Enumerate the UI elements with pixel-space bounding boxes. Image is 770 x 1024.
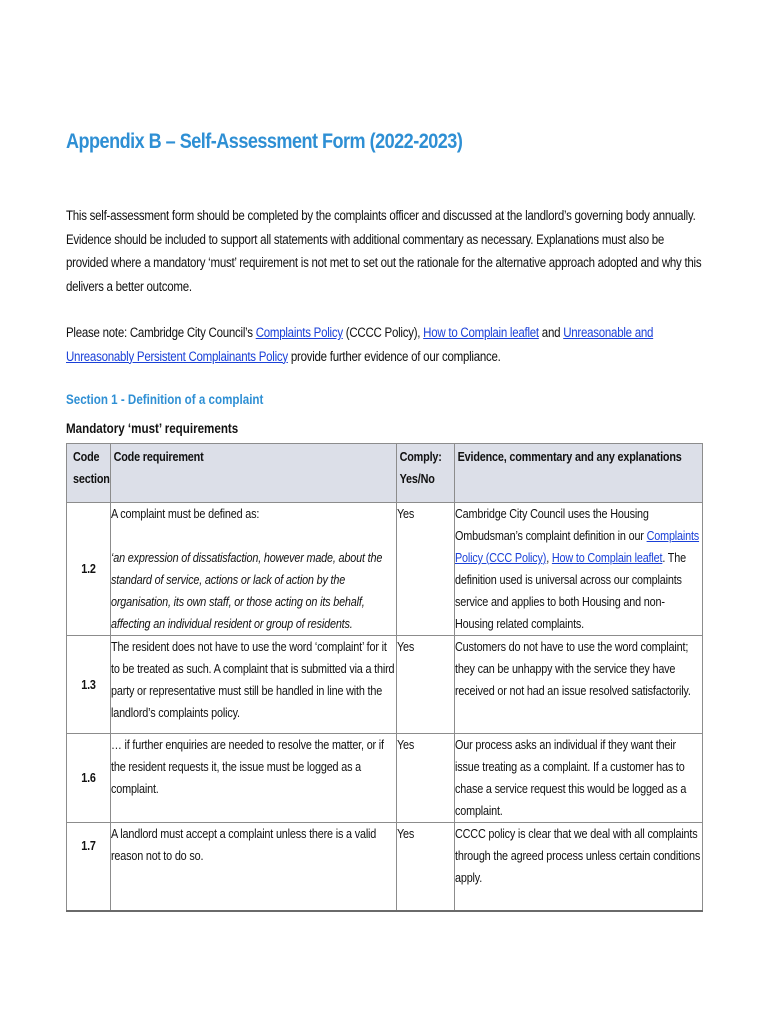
header-code-requirement: Code requirement	[111, 444, 397, 503]
row-code: 1.7	[67, 823, 111, 911]
intro-paragraph: This self-assessment form should be completed by the complaints officer and discussed at the landlord’s governing body annually. Evidence should be included to support all statements with additional commentary as necessary. Explanations must also be provided where a mandatory ‘must’ requirement is not met to set out the rationale for the alternative approach adopted and why this delivers a better outcome.	[66, 208, 702, 294]
requirement-quote: ‘an expression of dissatisfaction, however made, about the standard of service, actions or lack of action by the organisation, its own staff, or those acting on its behalf, affecting an individual resident or group of residents.	[111, 551, 383, 631]
row-requirement	[111, 503, 397, 636]
note-suffix: provide further evidence of our compliance.	[287, 348, 501, 364]
mandatory-requirements-heading: Mandatory ‘must’ requirements	[66, 421, 239, 436]
row-requirement: The resident does not have to use the word ‘complaint’ for it to be treated as such. A complaint that is submitted via a third party or representative must still be handled in line with the landlord’s complaints policy.	[111, 636, 397, 734]
row-comply: Yes	[397, 636, 455, 734]
row-requirement: A landlord must accept a complaint unless there is a valid reason not to do so.	[111, 823, 397, 911]
row-code: 1.2	[67, 503, 111, 636]
table-row	[67, 503, 703, 636]
row-evidence: Our process asks an individual if they want their issue treating as a complaint. If a customer has to chase a service request this would be logged as a complaint.	[455, 734, 703, 823]
row-code: 1.6	[67, 734, 111, 823]
header-comply: Comply: Yes/No	[397, 444, 455, 503]
table-row	[67, 734, 703, 823]
evidence-complaints-policy-link[interactable]: Complaints Policy (CCC Policy)	[455, 529, 700, 565]
header-evidence: Evidence, commentary and any explanations	[455, 444, 703, 503]
requirement-text: A complaint must be defined as:	[111, 507, 260, 521]
row-comply: Yes	[397, 823, 455, 911]
table-row	[67, 823, 703, 911]
how-to-complain-leaflet-link[interactable]: How to Complain leaflet	[423, 325, 539, 340]
row-comply: Yes	[397, 734, 455, 823]
note-paragraph	[66, 321, 702, 368]
requirements-table	[66, 443, 703, 912]
evidence-how-to-complain-link[interactable]: How to Complain leaflet	[551, 551, 663, 565]
row-evidence: Cambridge City Council uses the Housing Ombudsman’s complaint definition in our Complaints Policy (CCC Policy), How to Complain leaflet. The definition used is universal across our complaints service and applies to both Housing and non-Housing related complaints.	[455, 503, 703, 636]
note-mid-1: (CCCC Policy),	[342, 325, 424, 340]
unreasonable-complainants-policy-link[interactable]: Unreasonable and Unreasonably Persistent Complainants Policy	[66, 325, 654, 364]
row-requirement: … if further enquiries are needed to resolve the matter, or if the resident requests it, the issue must be logged as a complaint.	[111, 734, 397, 823]
row-evidence: Customers do not have to use the word complaint; they can be unhappy with the service they have received or not had an issue resolved satisfactorily.	[455, 636, 703, 734]
row-evidence: CCCC policy is clear that we deal with all complaints through the agreed process unless certain conditions apply.	[455, 823, 703, 911]
table-header-row	[67, 444, 703, 503]
note-mid-2: and	[538, 325, 564, 340]
page-title: Appendix B – Self-Assessment Form (2022-2023)	[66, 130, 463, 153]
row-code: 1.3	[67, 636, 111, 734]
complaints-policy-link[interactable]: Complaints Policy	[255, 325, 343, 340]
row-comply: Yes	[397, 503, 455, 636]
header-code-section: Code section	[67, 444, 111, 503]
note-prefix: Please note: Cambridge City Council’s	[66, 325, 256, 340]
table-row	[67, 636, 703, 734]
section-heading: Section 1 - Definition of a complaint	[66, 392, 264, 407]
